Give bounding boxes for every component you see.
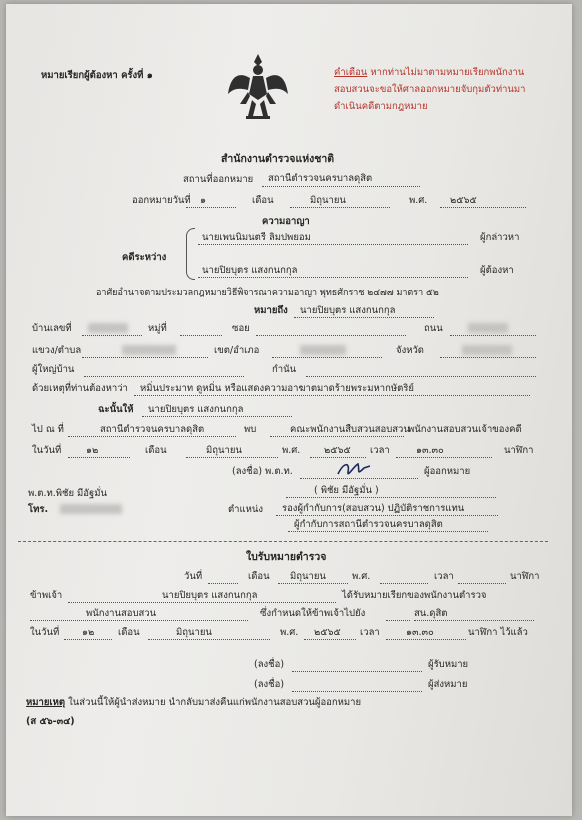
redacted-road (468, 323, 508, 333)
order-day: ๑๒ (86, 445, 99, 456)
warning-label: คำเตือน (334, 67, 368, 78)
warning-line2: สอบสวนจะขอให้ศาลออกหมายจับกุมตัวท่านมา (334, 84, 526, 95)
receipt-on-label: ในวันที่ (30, 627, 60, 638)
kamnan-label: กำนัน (272, 364, 297, 375)
accused-name: นายปิยบุตร แสงกนกกุล (202, 265, 298, 276)
order-label: ฉะนั้นให้ (98, 404, 134, 415)
order-year: ๒๕๖๕ (324, 445, 351, 456)
issuer-name-paren: ( พิชัย มีอัฐมั่น ) (314, 485, 379, 496)
to-label: หมายถึง (254, 305, 288, 316)
issue-day: ๑ (200, 195, 207, 206)
sender-sign-label: (ลงชื่อ) (254, 679, 285, 690)
accuser-role: ผู้กล่าวหา (480, 232, 520, 243)
issuer-name-left: พ.ต.ท.พิชัย มีอัฐมั่น (28, 488, 108, 499)
position-label: ตำแหน่ง (228, 504, 264, 515)
redacted-province (462, 345, 512, 355)
warning-line1: คำเตือน หากท่านไม่มาตามหมายเรียกพนักงาน (334, 67, 525, 78)
reason-value: หมิ่นประมาท ดูหมิ่น หรือแสดงความอาฆาตมาดร้ายพระมหากษัตริย์ (140, 383, 414, 394)
redacted-tel (60, 504, 122, 514)
issue-date-label: ออกหมายวันที่ (132, 195, 191, 206)
moo-label: หมู่ที่ (148, 323, 167, 334)
province-label: จังหวัด (396, 345, 424, 356)
order-time-unit: นาฬิกา (504, 445, 534, 456)
receipt-year-label: พ.ศ. (352, 571, 371, 582)
form-code: (ส ๕๖-๓๔) (26, 716, 75, 727)
receiver-sign-label: (ลงชื่อ) (254, 659, 285, 670)
tel-label: โทร. (28, 504, 49, 515)
note-label: หมายเหตุ (26, 697, 66, 708)
position-line2: ผู้กำกับการสถานีตำรวจนครบาลดุสิต (294, 519, 443, 530)
issue-place-label: สถานที่ออกหมาย (183, 174, 254, 185)
order-year-label: พ.ศ. (282, 445, 301, 456)
receipt-title: ใบรับหมายตำรวจ (246, 551, 327, 563)
meet-who: คณะพนักงานสืบสวนสอบสวน (290, 424, 410, 435)
accused-role: ผู้ต้องหา (480, 265, 514, 276)
garuda-emblem (226, 52, 290, 124)
issue-year-label: พ.ศ. (409, 195, 428, 206)
case-type: ความอาญา (262, 216, 310, 227)
accuser-name: นายเพนนิมนตรี ลิมปพยอม (202, 232, 311, 243)
receipt-month2-label: เดือน (118, 627, 140, 638)
issue-month-label: เดือน (252, 195, 274, 206)
order-name: นายปิยบุตร แสงกนกกุล (148, 404, 244, 415)
issue-year: ๒๕๖๕ (450, 195, 477, 206)
go-label: ไป ณ ที่ (32, 424, 64, 435)
receipt-officer: พนักงานสอบสวน (86, 608, 157, 619)
order-month-label: เดือน (145, 445, 167, 456)
position-line1: รองผู้กำกับการ(สอบสวน) ปฏิบัติราชการแทน (282, 503, 465, 514)
receipt-year2-label: พ.ศ. (280, 627, 299, 638)
meet-label: พบ (244, 424, 257, 435)
receipt-year2: ๒๕๖๕ (314, 627, 341, 638)
authority-text: อาศัยอำนาจตามประมวลกฎหมายวิธีพิจารณาความอาญา พุทธศักราช ๒๔๗๗ มาตรา ๕๒ (96, 288, 439, 298)
issuer-signature (334, 458, 374, 480)
receipt-time2-suffix: นาฬิกา ไว้แล้ว (468, 627, 528, 638)
village-head-label: ผู้ใหญ่บ้าน (32, 364, 75, 375)
meet-suffix: พนักงานสอบสวนเจ้าของคดี (408, 424, 522, 435)
receipt-me-name: นายปิยบุตร แสงกนกกุล (162, 590, 258, 601)
form-number: ๑ (146, 70, 153, 81)
between-label: คดีระหว่าง (122, 252, 167, 263)
subdistrict-label: แขวง/ตำบล (32, 345, 82, 356)
receipt-me-label: ข้าพเจ้า (30, 590, 63, 601)
receiver-role: ผู้รับหมาย (428, 659, 469, 670)
receipt-month2: มิถุนายน (176, 627, 212, 638)
redacted-house (88, 323, 128, 333)
receipt-date-label: วันที่ (184, 571, 203, 582)
receipt-day: ๑๒ (82, 627, 95, 638)
redacted-district (300, 345, 346, 355)
sign-label: (ลงชื่อ) พ.ต.ท. (232, 466, 293, 477)
form-title: หมายเรียกผู้ต้องหา ครั้งที่ ๑ (41, 70, 153, 81)
soi-label: ซอย (232, 323, 250, 334)
receipt-month: มิถุนายน (290, 571, 326, 582)
road-label: ถนน (424, 323, 443, 334)
district-label: เขต/อำเภอ (214, 345, 260, 356)
issuer-role: ผู้ออกหมาย (424, 466, 471, 477)
order-time-label: เวลา (370, 445, 390, 456)
receipt-month-label: เดือน (248, 571, 270, 582)
redacted-subdistrict (122, 345, 176, 355)
house-label: บ้านเลขที่ (32, 323, 72, 334)
receipt-time-unit: นาฬิกา (510, 571, 540, 582)
receipt-time-label: เวลา (434, 571, 454, 582)
warning-line3: ดำเนินคดีตามกฎหมาย (334, 101, 428, 112)
note-text: ในส่วนนี้ให้ผู้นำส่งหมาย นำกลับมาส่งคืนแก่พนักงานสอบสวนผู้ออกหมาย (68, 697, 362, 708)
order-month: มิถุนายน (206, 445, 242, 456)
to-value: นายปิยบุตร แสงกนกกุล (300, 305, 396, 316)
agency-name: สำนักงานตำรวจแห่งชาติ (221, 153, 335, 165)
summons-document (6, 4, 572, 816)
sender-role: ผู้ส่งหมาย (428, 679, 468, 690)
order-date-label: ในวันที่ (32, 445, 62, 456)
issue-place-value: สถานีตำรวจนครบาลดุสิต (268, 173, 373, 184)
footer-note (26, 697, 361, 709)
receipt-time2: ๑๓.๓๐ (406, 627, 434, 638)
cut-line (18, 541, 548, 542)
order-time: ๑๓.๓๐ (416, 445, 444, 456)
go-place: สถานีตำรวจนครบาลดุสิต (100, 424, 205, 435)
reason-label: ด้วยเหตุที่ท่านต้องหาว่า (32, 383, 128, 394)
issue-month: มิถุนายน (310, 195, 346, 206)
receipt-time2-label: เวลา (360, 627, 380, 638)
receipt-appoint-text: ซึ่งกำหนดให้ข้าพเจ้าไปยัง (260, 608, 366, 619)
receipt-received-text: ได้รับหมายเรียกของพนักงานตำรวจ (342, 590, 487, 601)
receipt-station: สน.ดุสิต (414, 608, 448, 619)
